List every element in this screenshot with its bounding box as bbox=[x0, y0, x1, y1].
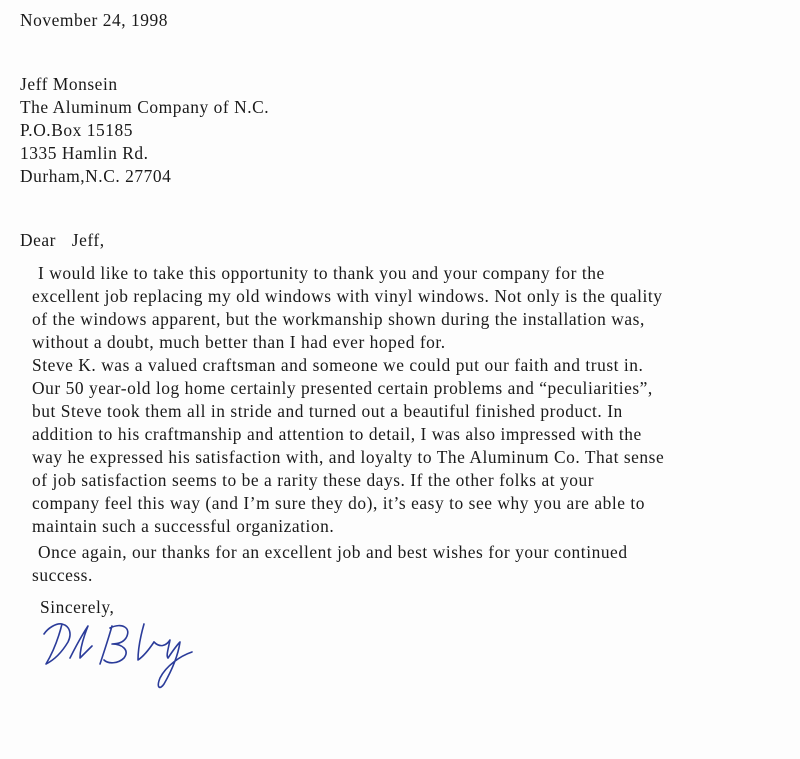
body-line: way he expressed his satisfaction with, and loyalty to The Aluminum Co. That sense bbox=[32, 447, 665, 467]
closing: Sincerely, bbox=[40, 597, 115, 617]
body-line: company feel this way (and I’m sure they do), it’s easy to see why you are able to bbox=[32, 493, 646, 513]
signature-icon bbox=[40, 612, 250, 692]
body-line: of the windows apparent, but the workmanship shown during the installation was, bbox=[32, 309, 645, 329]
body-line: without a doubt, much better than I had ever hoped for. bbox=[32, 332, 446, 352]
body-line: I would like to take this opportunity to thank you and your company for the bbox=[38, 263, 605, 283]
body-line: but Steve took them all in stride and turned out a beautiful finished product. In bbox=[32, 401, 623, 421]
letter-date: November 24, 1998 bbox=[20, 10, 168, 30]
recipient-company: The Aluminum Company of N.C. bbox=[20, 97, 270, 117]
body-line: Our 50 year-old log home certainly presented certain problems and “peculiarities”, bbox=[32, 378, 653, 398]
body-line: Steve K. was a valued craftsman and someone we could put our faith and trust in. bbox=[32, 355, 644, 375]
recipient-name: Jeff Monsein bbox=[20, 74, 118, 94]
closing-paragraph-line: success. bbox=[32, 565, 93, 585]
recipient-city: Durham,N.C. 27704 bbox=[20, 166, 172, 186]
body-line: maintain such a successful organization. bbox=[32, 516, 335, 536]
body-line: addition to his craftmanship and attention to detail, I was also impressed with the bbox=[32, 424, 642, 444]
body-line: excellent job replacing my old windows with vinyl windows. Not only is the quality bbox=[32, 286, 663, 306]
recipient-street: 1335 Hamlin Rd. bbox=[20, 143, 149, 163]
recipient-po-box: P.O.Box 15185 bbox=[20, 120, 133, 140]
salutation: Dear Jeff, bbox=[20, 230, 105, 250]
closing-paragraph-line: Once again, our thanks for an excellent job and best wishes for your continued bbox=[38, 542, 628, 562]
body-line: of job satisfaction seems to be a rarity these days. If the other folks at your bbox=[32, 470, 595, 490]
